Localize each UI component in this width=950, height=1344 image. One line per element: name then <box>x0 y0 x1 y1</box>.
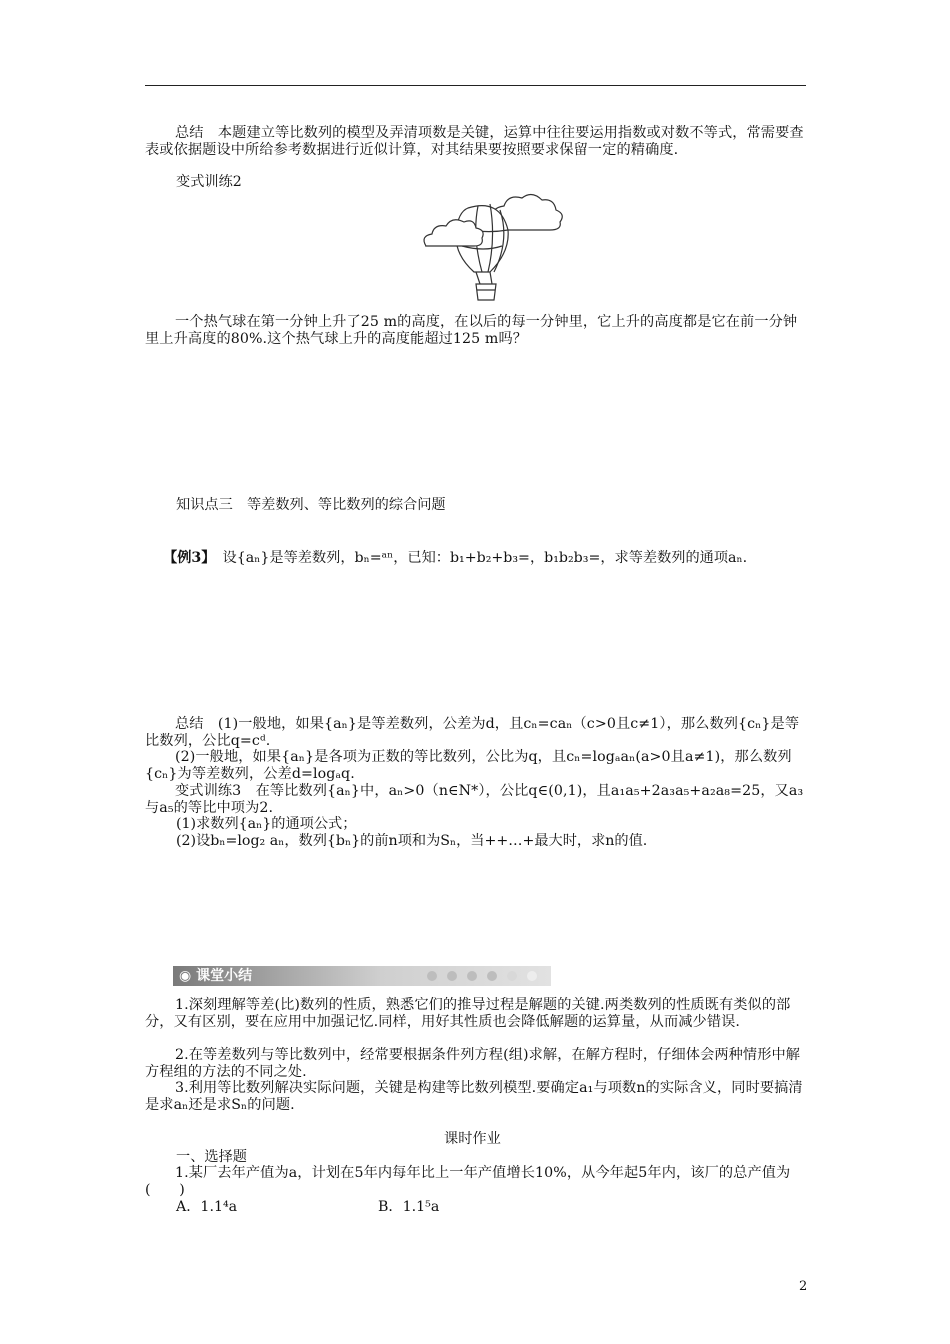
homework-title: 课时作业 <box>444 1131 501 1147</box>
summary2-line1: 总结 (1)一般地，如果{aₙ}是等差数列，公差为d，且cₙ=caₙ（c>0且c≠1），那么数列{cₙ}是等比数列，公比q=cᵈ. <box>145 716 800 749</box>
decor-dot <box>507 971 517 981</box>
summary-text: 本题建立等比数列的模型及弄清项数是关键，运算中往往要运用指数或对数不等式，常需要查表或依据题设中所给参考数据进行近似计算，对其结果要按照要求保留一定的精确度. <box>145 125 804 158</box>
header-rule <box>145 85 806 86</box>
example-text: 设{aₙ}是等差数列，bₙ=ᵃⁿ，已知：b₁+b₂+b₃=，b₁b₂b₃=，求等差数列的通项aₙ. <box>222 550 748 566</box>
decor-dot <box>447 971 457 981</box>
variant3-question1: (1)求数列{aₙ}的通项公式； <box>176 816 357 832</box>
variant3-question2: (2)设bₙ=log₂ aₙ，数列{bₙ}的前n项和为Sₙ，当++…+最大时，求n的值. <box>176 833 648 849</box>
decor-dot <box>467 971 477 981</box>
hot-air-balloon-illustration <box>420 190 570 306</box>
class-summary-title: ◉ 课堂小结 <box>179 968 253 984</box>
homework-section: 一、选择题 <box>176 1149 247 1165</box>
summary-item-3: 3.利用等比数列解决实际问题，关键是构建等比数列模型.要确定a₁与项数n的实际含义，同时要搞清是求aₙ还是求Sₙ的问题. <box>145 1080 803 1113</box>
option-a: A．1.1⁴a <box>176 1199 238 1215</box>
summary2-line2: (2)一般地，如果{aₙ}是各项为正数的等比数列，公比为q，且cₙ=logₐaₙ(a>0且a≠1)，那么数列{cₙ}为等差数列，公差d=logₐq. <box>145 749 792 782</box>
summary-heading: 总结 <box>175 125 204 141</box>
variant3-problem: 变式训练3 在等比数列{aₙ}中，aₙ>0（n∈N*），公比q∈(0,1)，且a₁a₅+2a₃a₅+a₂a₈=25，又a₃与a₅的等比中项为2. <box>145 783 804 816</box>
page-number: 2 <box>799 1279 808 1294</box>
summary-item-2: 2.在等差数列与等比数列中，经常要根据条件列方程(组)求解，在解方程时，仔细体会两种情形中解方程组的方法的不同之处. <box>145 1047 801 1080</box>
variant2-problem: 一个热气球在第一分钟上升了25 m的高度，在以后的每一分钟里，它上升的高度都是它在前一分钟里上升高度的80%.这个热气球上升的高度能超过125 m吗？ <box>145 314 798 347</box>
decor-dot <box>487 971 497 981</box>
knowledge-point-title: 知识点三 等差数列、等比数列的综合问题 <box>176 497 446 513</box>
variant2-title: 变式训练2 <box>176 174 242 190</box>
example3 <box>163 550 747 567</box>
option-b: B．1.1⁵a <box>378 1199 440 1215</box>
class-summary-banner <box>173 966 551 986</box>
homework-question-1: 1.某厂去年产值为a，计划在5年内每年比上一年产值增长10%，从今年起5年内，该厂的总产值为( ) <box>145 1165 791 1198</box>
decor-dot <box>527 971 537 981</box>
example-label: 【例3】 <box>163 550 209 566</box>
summary-item-1: 1.深刻理解等差(比)数列的性质，熟悉它们的推导过程是解题的关键.两类数列的性质既有类似的部分，又有区别，要在应用中加强记忆.同样，用好其性质也会降低解题的运算量，从而减少错误. <box>145 997 791 1030</box>
decor-dot <box>427 971 437 981</box>
summary-paragraph <box>145 125 807 158</box>
